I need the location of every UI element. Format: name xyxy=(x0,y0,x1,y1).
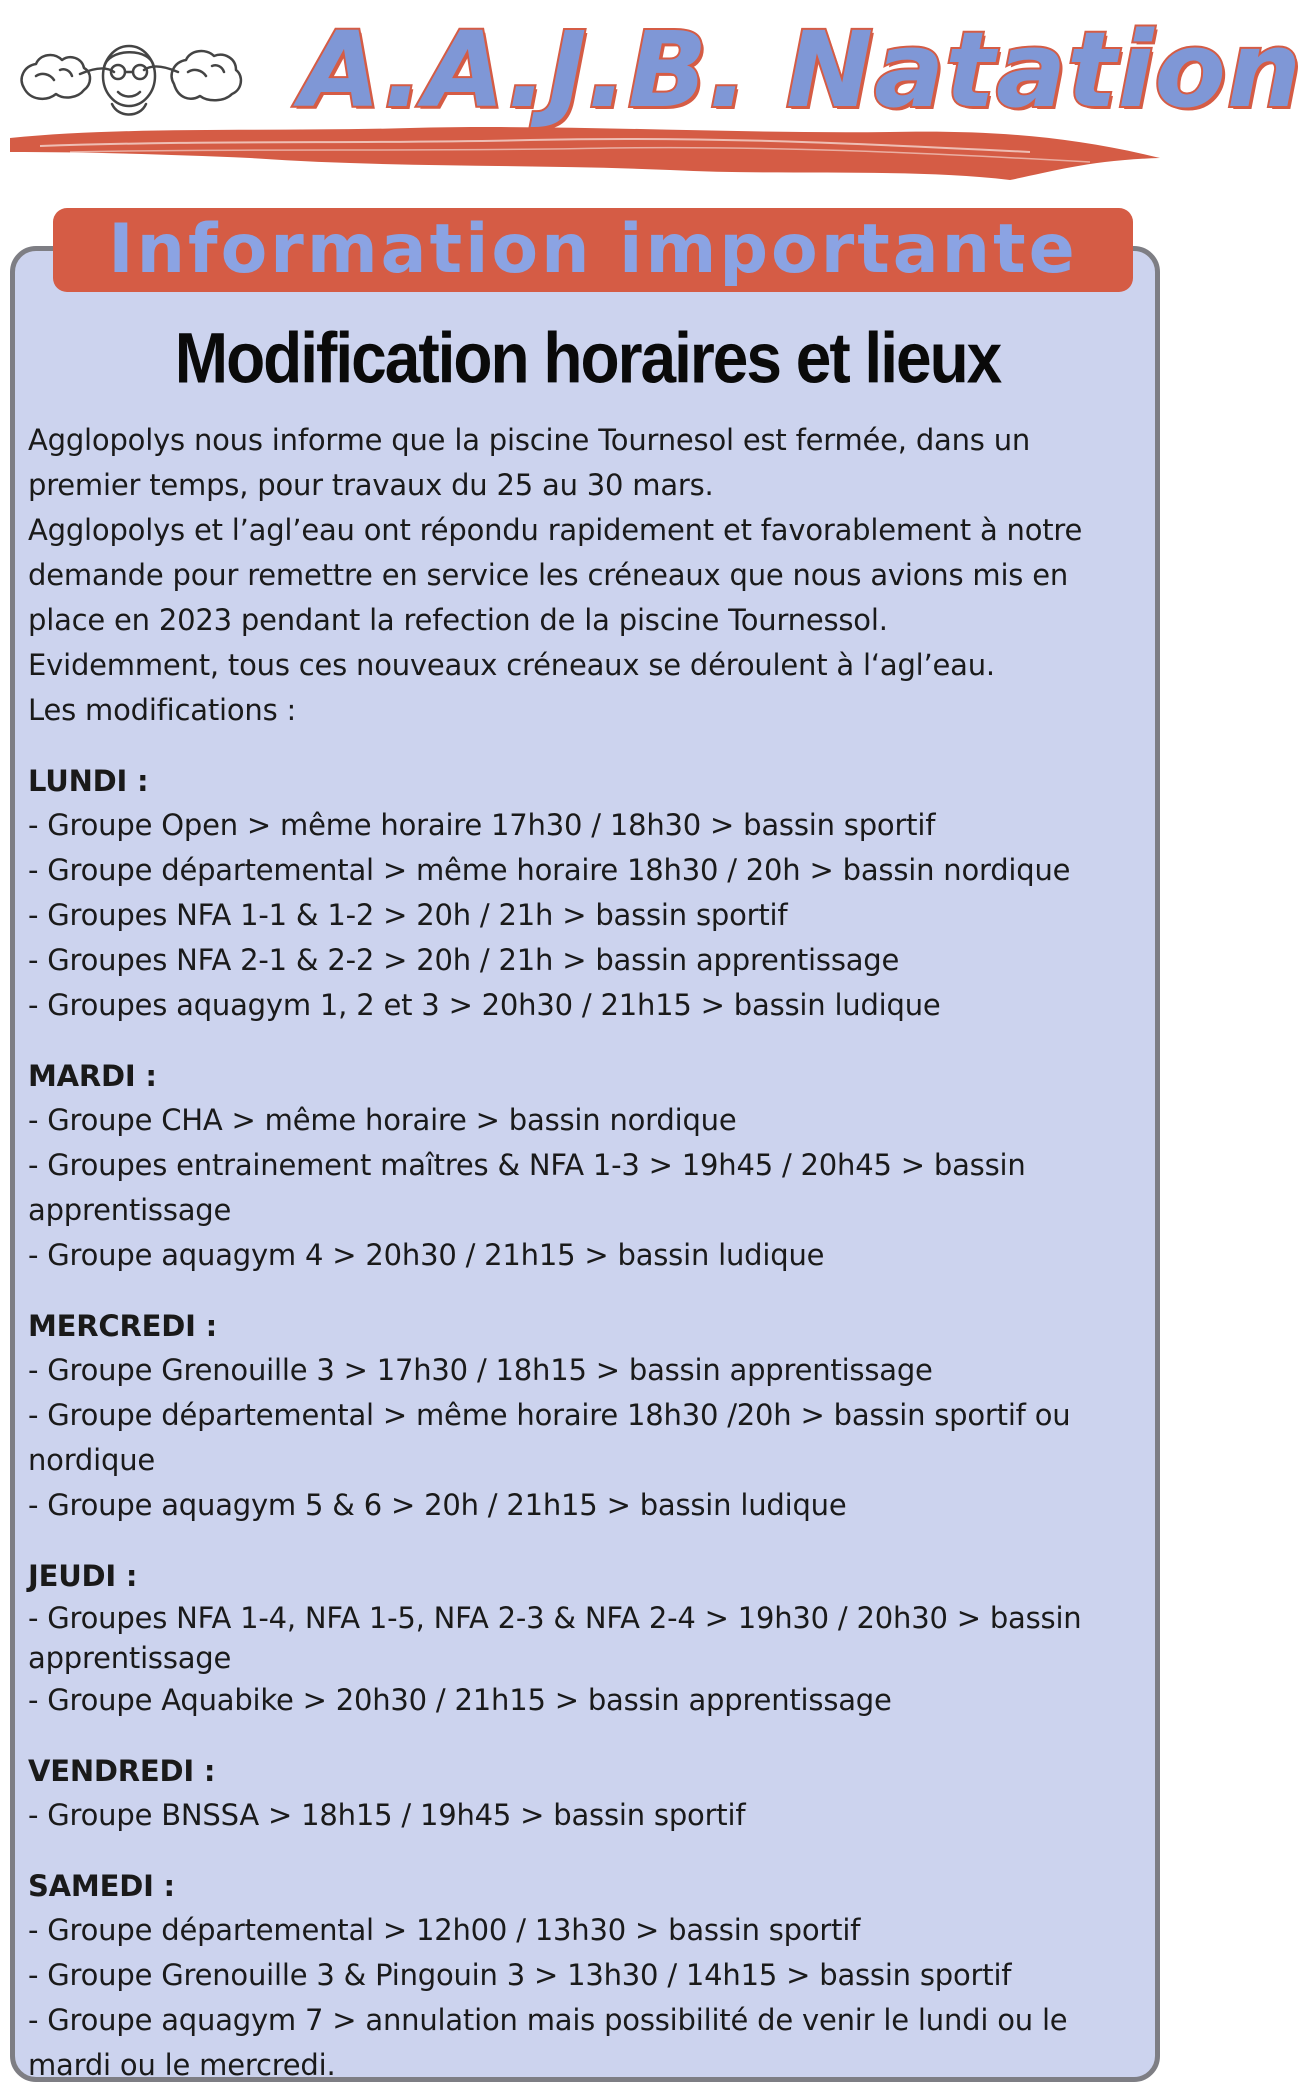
page-headline: Modification horaires et lieux xyxy=(174,317,1001,399)
schedule-item: - Groupe aquagym 5 & 6 > 20h / 21h15 > bassin ludique xyxy=(28,1488,847,1522)
day-block-vendredi xyxy=(28,1749,1148,1838)
schedule-item: - Groupe départemental > 12h00 / 13h30 > bassin sportif xyxy=(28,1913,861,1947)
schedule-item: - Groupes NFA 1-4, NFA 1-5, NFA 2-3 & NFA 2-4 > 19h30 / 20h30 > bassin apprentissage xyxy=(28,1601,1082,1675)
day-block-lundi xyxy=(28,759,1148,1028)
day-label: VENDREDI : xyxy=(28,1754,216,1788)
intro-line: Agglopolys et l’agl’eau ont répondu rapidement et favorablement à notre demande pour remettre en service les créneaux que nous avions mis en place en 2023 pendant la refection de la piscine Tournessol. xyxy=(28,513,1083,637)
day-label: JEUDI : xyxy=(28,1559,138,1593)
schedule-item: - Groupe Grenouille 3 & Pingouin 3 > 13h30 / 14h15 > bassin sportif xyxy=(28,1958,1012,1992)
schedule-item: - Groupe Grenouille 3 > 17h30 / 18h15 > bassin apprentissage xyxy=(28,1353,933,1387)
day-label: LUNDI : xyxy=(28,764,149,798)
day-block-jeudi xyxy=(28,1554,1148,1723)
swimmer-logo-icon xyxy=(14,18,244,128)
announcement-content xyxy=(28,418,1148,2088)
intro-line: Agglopolys nous informe que la piscine Tournesol est fermée, dans un premier temps, pour travaux du 25 au 30 mars. xyxy=(28,423,1031,502)
day-block-mardi xyxy=(28,1054,1148,1278)
schedule-item: - Groupe Aquabike > 20h30 / 21h15 > bassin apprentissage xyxy=(28,1683,892,1717)
day-label: MARDI : xyxy=(28,1059,157,1093)
schedule-item: - Groupes NFA 1-1 & 1-2 > 20h / 21h > bassin sportif xyxy=(28,898,788,932)
intro-line: Evidemment, tous ces nouveaux créneaux se déroulent à l‘agl’eau. xyxy=(28,648,995,682)
day-block-mercredi xyxy=(28,1304,1148,1528)
schedule-item: - Groupes NFA 2-1 & 2-2 > 20h / 21h > bassin apprentissage xyxy=(28,943,900,977)
club-title: A.A.J.B. Natation xyxy=(300,9,1302,131)
schedule-item: - Groupes aquagym 1, 2 et 3 > 20h30 / 21h15 > bassin ludique xyxy=(28,988,941,1022)
intro-line: Les modifications : xyxy=(28,693,297,727)
schedule-item: - Groupe BNSSA > 18h15 / 19h45 > bassin sportif xyxy=(28,1798,746,1832)
important-info-banner: Information importante xyxy=(53,208,1133,292)
schedule-item: - Groupe départemental > même horaire 18h30 / 20h > bassin nordique xyxy=(28,853,1071,887)
day-label: SAMEDI : xyxy=(28,1869,175,1903)
day-block-samedi xyxy=(28,1864,1148,2088)
schedule-item: - Groupe aquagym 7 > annulation mais possibilité de venir le lundi ou le mardi ou le mercredi. xyxy=(28,2003,1068,2082)
schedule-item: - Groupes entrainement maîtres & NFA 1-3 > 19h45 / 20h45 > bassin apprentissage xyxy=(28,1148,1026,1227)
schedule-item: - Groupe aquagym 4 > 20h30 / 21h15 > bassin ludique xyxy=(28,1238,825,1272)
day-label: MERCREDI : xyxy=(28,1309,217,1343)
schedule-item: - Groupe départemental > même horaire 18h30 /20h > bassin sportif ou nordique xyxy=(28,1398,1071,1477)
schedule-item: - Groupe Open > même horaire 17h30 / 18h30 > bassin sportif xyxy=(28,808,936,842)
intro-paragraphs xyxy=(28,418,1148,733)
schedule-item: - Groupe CHA > même horaire > bassin nordique xyxy=(28,1103,737,1137)
